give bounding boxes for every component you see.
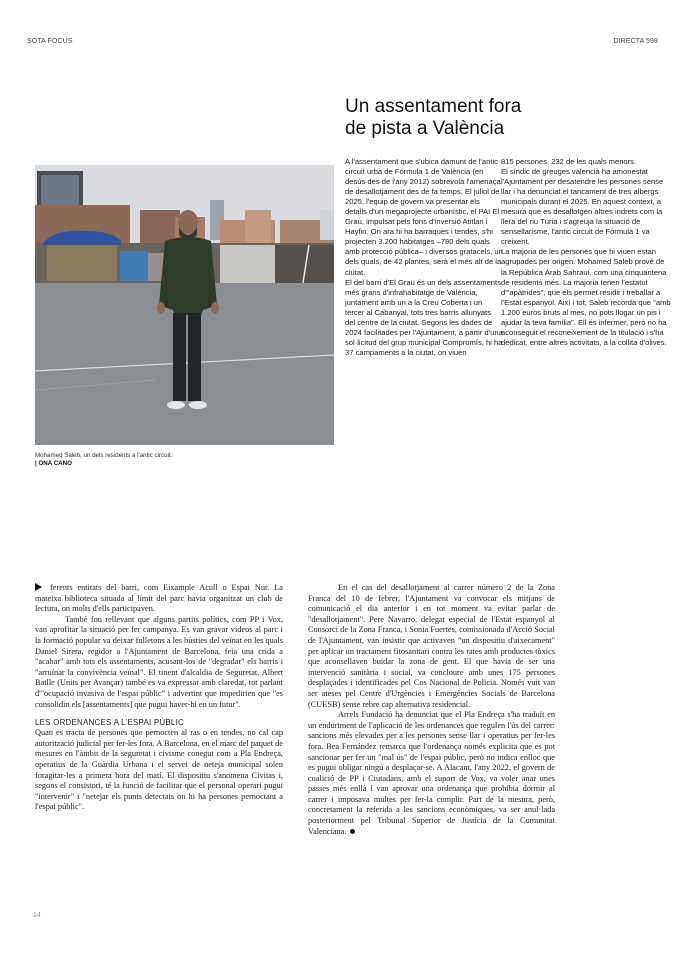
photo-credit: | ONA CANO bbox=[35, 459, 72, 467]
issue-label: DIRECTA 598 bbox=[613, 38, 658, 45]
body-paragraph: En el cas del desallotjament al carrer número 2 de la Zona Franca del 10 de febrer, l'Ajuntament va convocar els mitjans de comunicació el dia anterior i en tot moment va evitar parlar de "desallotjament". Pere Navarro, delegat especial de l'Estat espanyol al Consorci de la Zona Franca, i Sonia Fuertes, comissionada d'Acció Social de l'Ajuntament, van insistir que activaven "un dispositiu d'aixecament" per aplicar un tractament fitosanitari contra les rates amb productes tòxics que aconsellaven buidar la zona de gent. El que havia de ser una intervenció sanitària i social, va concloure amb unes 175 persones desplaçades i identificades pel Cos Nacional de Policia. Només vuit van ser ateses pel Centre d'Urgències i Emergències Socials de Barcelona (CUESB) sense rebre cap alternativa residencial. bbox=[308, 583, 555, 709]
intro-paragraph: La majoria de les persones que hi viuen estan agrupades per origen. Mohamed Saleb prové de la República Àrab Sahrauí, com una cinquantena de residents més. La majoria tenen l'estatut d'"apàtrides", que els permet residir i treballar a l'Estat espanyol. Així i tot, Saleb recorda que "amb 1.200 euros bruts al mes, no pots llogar un pis i ajudar la teva família". Ell és infermer, però no ha aconseguit el reconeixement de la titulació i s'ha dedicat, entre altres activitats, a la collita d'olives. bbox=[501, 247, 671, 347]
photo-illustration bbox=[35, 165, 334, 445]
intro-column-1 bbox=[345, 157, 503, 358]
photo-blue-shack bbox=[120, 251, 148, 281]
body-column-2 bbox=[308, 583, 555, 837]
intro-column-2 bbox=[501, 157, 671, 348]
page-number: 14 bbox=[33, 912, 41, 919]
end-of-article-dot-icon bbox=[350, 829, 355, 834]
body-paragraph-text: Arrels Fundació ha denunciat que el Pla Endreça s'ha traduït en un enduriment de l'aplicació de les ordenances que regulen l'ús del carrer: sancions més elevades per a les persones sense llar i operatius per fer-les fora. Bea Fernández remarca que l'ordenança només explicita que es pot sancionar per fer un "mal ús" de l'espai públic, però no indica enlloc que es pugui obligar ningú a desplaçar-se. A Alacant, l'any 2022, el govern de coalició de PP i Ciutadans, amb el suport de Vox, va voler anar unes passes més enllà i van aprovar una ordenança que prohibia dormir al carrer i imposava multes per fer-la complir. Part de la mesura, però, concretament la referida a les sancions econòmiques, va ser anul·lada posteriorment pel Tribunal Superior de Justícia de la Comunitat Valenciana. bbox=[308, 710, 555, 836]
article-headline bbox=[345, 96, 665, 140]
intro-paragraph: 815 persones, 232 de les quals menors. bbox=[501, 157, 637, 166]
body-paragraph-text: ferents entitats del barri, com Eixample Acull o Espai Nur. La mateixa biblioteca situada al límit del parc havia organitzat un club de lectura, on molts d'ells participaven. bbox=[35, 583, 283, 614]
photo-shack bbox=[47, 245, 117, 281]
body-paragraph bbox=[35, 583, 283, 615]
body-column-1 bbox=[35, 583, 283, 813]
body-paragraph: També fou rellevant que alguns partits polítics, com PP i Vox, van aprofitar la situació per fer campanya. Es van gravar vídeos al parc i la formació popular va deixar fulletons a les bústies del veïnat en les quals Daniel Sirera, regidor a l'Ajuntament de Barcelona, feia una crida a "acabar" amb tots els assentaments, acusant-los de "degradar" els barris i "arruïnar la convivència veïnal". El tinent d'alcaldia de Seguretat, Albert Batlle (Units per Avançar) també es va expressar amb claredat, tot parlant d'"ocupació invasiva de l'espai públic" i advertint que impedirien que "es consolidin els [assentaments] que pugui haver-hi en un futur". bbox=[35, 614, 283, 709]
intro-paragraph: A l'assentament que s'ubica damunt de l'antic circuit urbà de Fórmula 1 de València (en desús des de l'any 2012) sobrevola l'amenaça de desallotjament des de fa temps. El juliol de 2025, l'equip de govern va presentar els detalls d'un megaprojecte urbanístic, el PAI El Grau, impulsat pels fons d'inversió Atitlan i Hayfin. On ara hi ha barraques i tendes, s'hi projecten 3.200 habitatges –780 dels quals amb protecció pública– i diversos gratacels, un dels quals, de 42 plantes, serà el més alt de la ciutat. bbox=[345, 157, 503, 277]
intro-paragraph: El del barri d'El Grau és un dels assentaments més grans d'infrahabitatge de València, juntament amb un a la Creu Coberta i un tercer al Cabanyal, tots tres barris allunyats del centre de la ciutat. Segons les dades de 2024 facilitades per l'Ajuntament, a partir d'una sol·licitud del grup municipal Compromís, hi ha 37 campaments a la ciutat, on viuen bbox=[345, 277, 503, 357]
body-paragraph bbox=[308, 710, 555, 837]
body-paragraph: Quan es tracta de persones que pernocten al ras o en tendes, no cal cap autorització judicial per fer-les fora. A Barcelona, en el marc del paquet de mesures en l'àmbit de la seguretat i civisme conegut com a Pla Endreça, operatius de la Guàrdia Urbana i el servei de neteja municipal solen foragitar-les a primera hora del matí. El dispositiu s'anomena Civitas i, segons el consistori, té la funció de facilitar que el personal operari pugui "intervenir" i "netejar els punts detectats on hi ha persones pernoctant a l'espai públic". bbox=[35, 728, 283, 812]
article-photo bbox=[35, 165, 334, 445]
caption-text: Mohamed Saleb, un dels residents a l'antic circuit. bbox=[35, 452, 173, 459]
headline-line-2: de pista a València bbox=[345, 118, 505, 139]
intro-paragraph: El síndic de greuges valencià ha amonestat l'Ajuntament per desatendre les persones sense llar i ha denunciat el tancament de tres albergs municipals durant el 2025. En aquest context, a mesura que es desallotgen altres indrets com la llera del riu Túria i s'agreuja la situació de sensellarisme, l'antic circuit de Fórmula 1 va creixent. bbox=[501, 167, 664, 247]
section-label: SOTA FOCUS bbox=[27, 38, 73, 45]
headline-line-1: Un assentament fora bbox=[345, 96, 522, 117]
section-subheading: LES ORDENANCES A L'ESPAI PÚBLIC bbox=[35, 718, 184, 728]
continuation-arrow-icon bbox=[35, 583, 42, 591]
photo-caption bbox=[35, 452, 175, 467]
